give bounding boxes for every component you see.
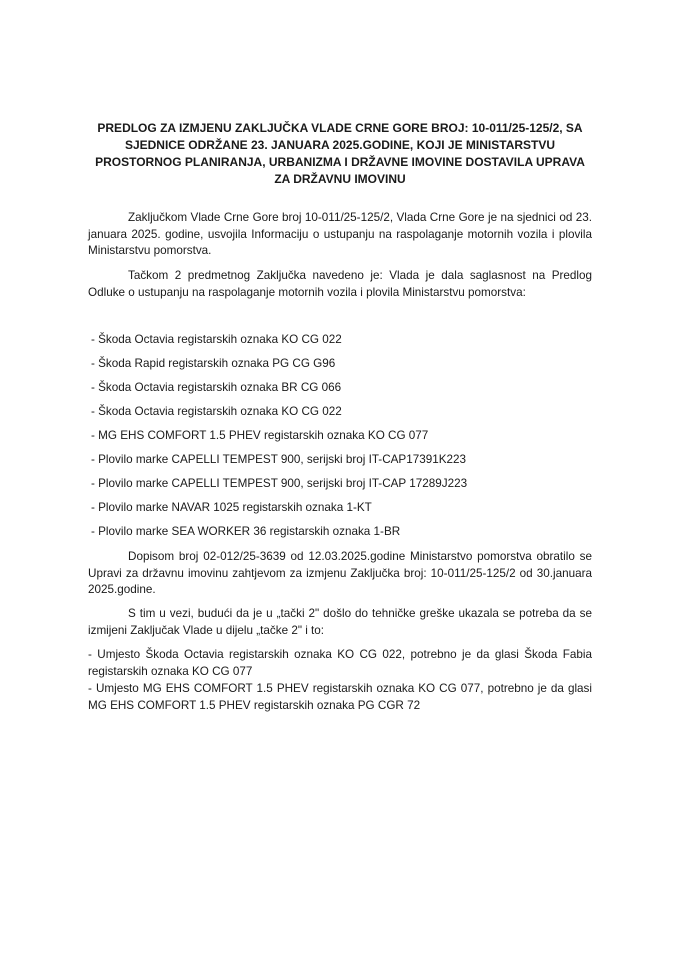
paragraph-text: Dopisom broj 02-012/25-3639 od 12.03.2025.godine Ministarstvo pomorstva obratilo se Upravi za državnu imovinu zahtjevom za izmjenu Zaključka broj: 10-011/25-125/2 od 30.januara 2025.godine. — [88, 550, 592, 596]
list-item: - Škoda Rapid registarskih oznaka PG CG G96 — [91, 357, 336, 370]
paragraph-text: S tim u vezi, budući da je u „tački 2" došlo do tehničke greške ukazala se potreba da se izmijeni Zaključak Vlade u dijelu „tačke 2" i to: — [88, 607, 592, 637]
change-item: - Umjesto Škoda Octavia registarskih oznaka KO CG 022, potrebno je da glasi Škoda Fabia registarskih oznaka KO CG 077 — [88, 648, 592, 678]
list-item: - Plovilo marke CAPELLI TEMPEST 900, serijski broj IT-CAP17391K223 — [91, 453, 467, 466]
paragraph-tacka-2 — [88, 268, 592, 301]
list-item: - Plovilo marke NAVAR 1025 registarskih oznaka 1-KT — [91, 501, 372, 514]
list-item: - Plovilo marke SEA WORKER 36 registarskih oznaka 1-BR — [91, 525, 401, 538]
list-item: - MG EHS COMFORT 1.5 PHEV registarskih oznaka KO CG 077 — [91, 429, 429, 442]
paragraph-intro — [88, 210, 592, 260]
paragraph-text: Zaključkom Vlade Crne Gore broj 10-011/25-125/2, Vlada Crne Gore je na sjednici od 23. januara 2025. godine, usvojila Informaciju o ustupanju na raspolaganje motornih vozila i plovila Ministarstvu pomorstva. — [88, 211, 592, 257]
paragraph-text: Tačkom 2 predmetnog Zaključka navedeno je: Vlada je dala saglasnost na Predlog Odluke o ustupanju na raspolaganje motornih vozila i plovila Ministarstvu pomorstva: — [88, 269, 592, 299]
list-item: - Škoda Octavia registarskih oznaka BR CG 066 — [91, 381, 342, 394]
list-item: - Škoda Octavia registarskih oznaka KO CG 022 — [91, 333, 342, 346]
document-title: PREDLOG ZA IZMJENU ZAKLJUČKA VLADE CRNE GORE BROJ: 10-011/25-125/2, SA SJEDNICE ODRŽANE 23. JANUARA 2025.GODINE, KOJI JE MINISTARSTVU PROSTORNOG PLANIRANJA, URBANIZMA I DRŽAVNE IMOVINE DOSTAVILA UPRAVA ZA DRŽAVNU IMOVINU — [95, 121, 585, 186]
change-item: - Umjesto MG EHS COMFORT 1.5 PHEV registarskih oznaka KO CG 077, potrebno je da glasi MG EHS COMFORT 1.5 PHEV registarskih oznaka PG CGR 72 — [88, 682, 592, 712]
paragraph-dopis — [88, 549, 592, 599]
list-item: - Plovilo marke CAPELLI TEMPEST 900, serijski broj IT-CAP 17289J223 — [91, 477, 468, 490]
list-item: - Škoda Octavia registarskih oznaka KO CG 022 — [91, 405, 342, 418]
paragraph-s-tim-u-vezi — [88, 606, 592, 639]
